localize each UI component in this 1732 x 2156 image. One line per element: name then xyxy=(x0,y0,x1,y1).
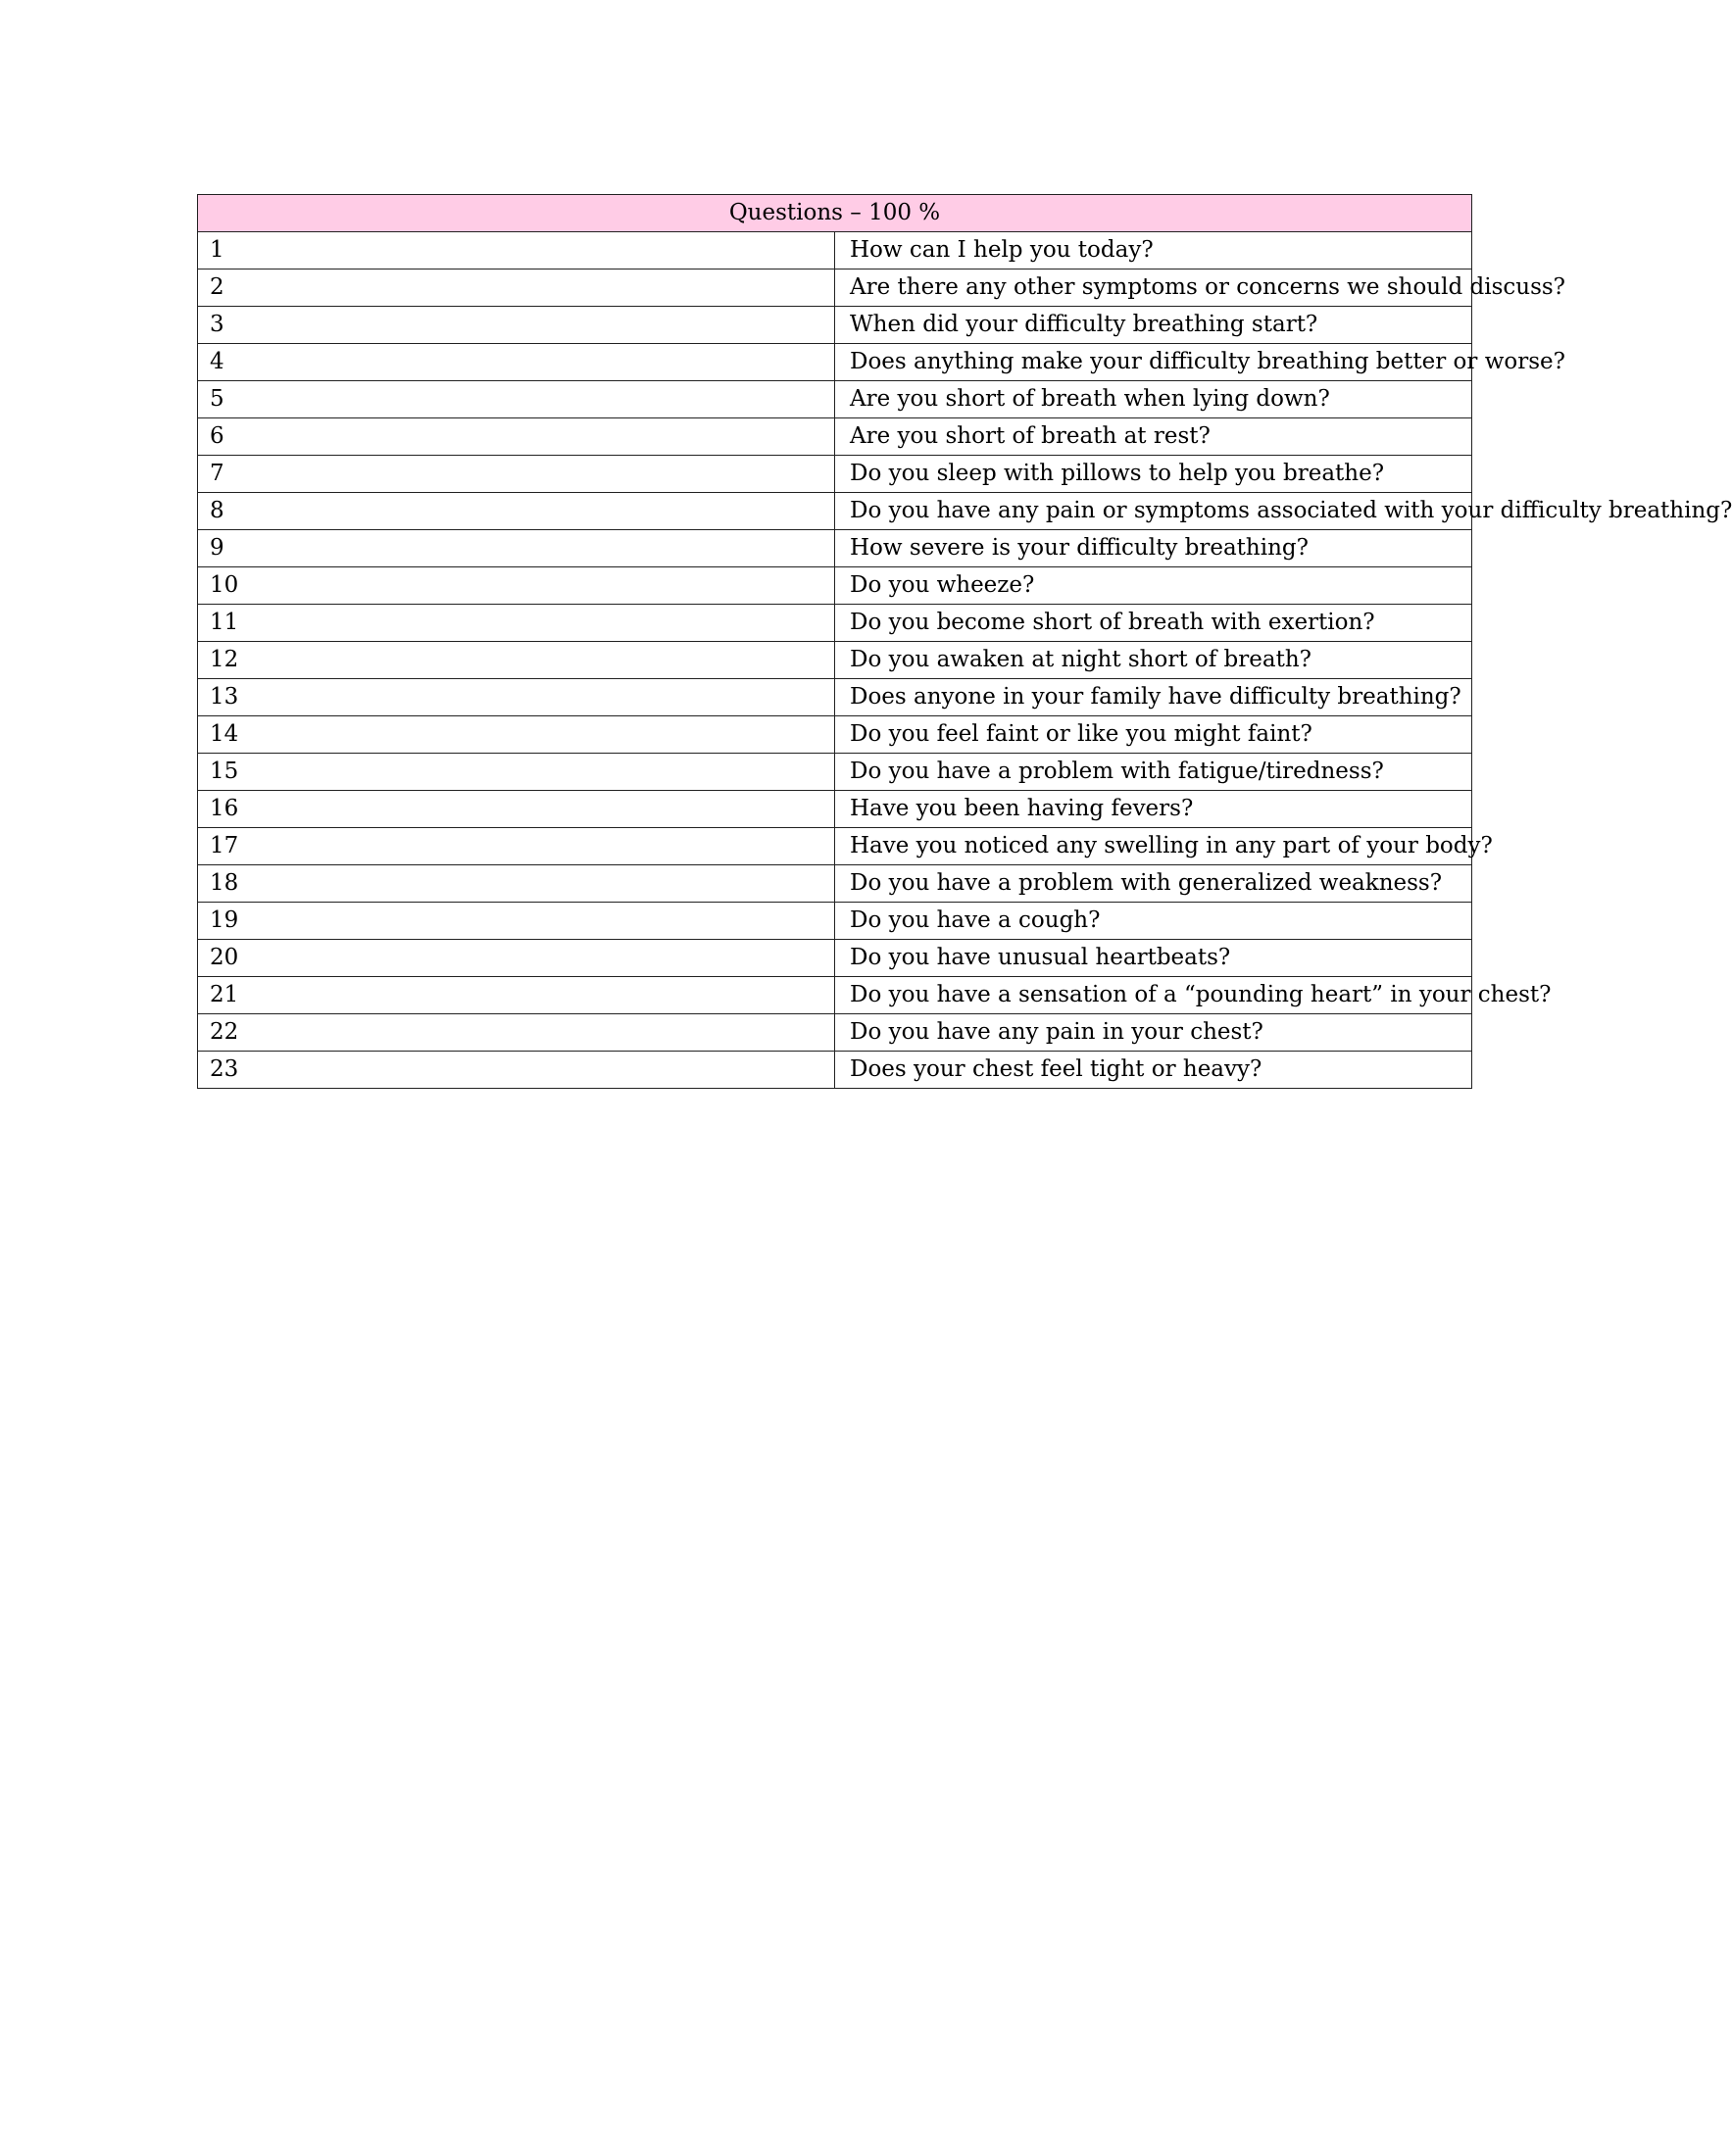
table-row xyxy=(198,344,1472,381)
table-row xyxy=(198,828,1472,865)
question-number: 3 xyxy=(198,307,835,344)
question-text: Are you short of breath when lying down? xyxy=(835,381,1472,418)
question-text: Are there any other symptoms or concerns we should discuss? xyxy=(835,270,1472,307)
question-text: Do you have a sensation of a “pounding heart” in your chest? xyxy=(835,977,1472,1014)
question-number: 20 xyxy=(198,940,835,977)
questions-table xyxy=(197,194,1732,1089)
question-text: Do you have a problem with generalized weakness? xyxy=(835,865,1472,903)
question-number: 1 xyxy=(198,232,835,270)
question-number: 7 xyxy=(198,456,835,493)
table-row xyxy=(198,307,1472,344)
table-row xyxy=(198,605,1472,642)
question-text: Does your chest feel tight or heavy? xyxy=(835,1052,1472,1089)
table-row xyxy=(198,456,1472,493)
table-row xyxy=(198,642,1472,679)
question-text: Do you have unusual heartbeats? xyxy=(835,940,1472,977)
question-number: 11 xyxy=(198,605,835,642)
table-row xyxy=(198,567,1472,605)
table-row xyxy=(198,493,1472,530)
question-number: 21 xyxy=(198,977,835,1014)
question-text: Does anyone in your family have difficulty breathing? xyxy=(835,679,1472,716)
question-number: 22 xyxy=(198,1014,835,1052)
table-row xyxy=(198,381,1472,418)
question-number: 17 xyxy=(198,828,835,865)
question-text: How severe is your difficulty breathing? xyxy=(835,530,1472,567)
question-text: Do you have any pain in your chest? xyxy=(835,1014,1472,1052)
question-number: 10 xyxy=(198,567,835,605)
question-text: Does anything make your difficulty breathing better or worse? xyxy=(835,344,1472,381)
table-row xyxy=(198,791,1472,828)
question-text: Do you have any pain or symptoms associated with your difficulty breathing? xyxy=(835,493,1472,530)
table-row xyxy=(198,418,1472,456)
question-text: Are you short of breath at rest? xyxy=(835,418,1472,456)
question-text: Have you been having fevers? xyxy=(835,791,1472,828)
table-header: Questions – 100 % xyxy=(198,195,1472,232)
question-text: Do you awaken at night short of breath? xyxy=(835,642,1472,679)
table-body xyxy=(198,232,1732,1089)
question-number: 13 xyxy=(198,679,835,716)
question-text: Do you wheeze? xyxy=(835,567,1472,605)
question-text: Do you become short of breath with exertion? xyxy=(835,605,1472,642)
table-row xyxy=(198,270,1472,307)
table-row xyxy=(198,716,1472,754)
question-text: Do you feel faint or like you might faint? xyxy=(835,716,1472,754)
table-row xyxy=(198,940,1472,977)
question-number: 15 xyxy=(198,754,835,791)
question-number: 12 xyxy=(198,642,835,679)
table-row xyxy=(198,232,1472,270)
table-row xyxy=(198,1014,1472,1052)
question-number: 14 xyxy=(198,716,835,754)
question-text: How can I help you today? xyxy=(835,232,1472,270)
table-row xyxy=(198,977,1472,1014)
table-row xyxy=(198,530,1472,567)
question-number: 8 xyxy=(198,493,835,530)
question-text: Do you have a cough? xyxy=(835,903,1472,940)
question-number: 9 xyxy=(198,530,835,567)
table-row xyxy=(198,1052,1472,1089)
question-text: Have you noticed any swelling in any part of your body? xyxy=(835,828,1472,865)
question-number: 4 xyxy=(198,344,835,381)
question-number: 2 xyxy=(198,270,835,307)
question-number: 23 xyxy=(198,1052,835,1089)
table-row xyxy=(198,679,1472,716)
question-number: 16 xyxy=(198,791,835,828)
table-header-row xyxy=(198,195,1472,232)
question-number: 19 xyxy=(198,903,835,940)
question-number: 18 xyxy=(198,865,835,903)
question-number: 6 xyxy=(198,418,835,456)
question-text: Do you have a problem with fatigue/tiredness? xyxy=(835,754,1472,791)
table-row xyxy=(198,754,1472,791)
table-row xyxy=(198,865,1472,903)
table-row xyxy=(198,903,1472,940)
question-text: Do you sleep with pillows to help you breathe? xyxy=(835,456,1472,493)
question-text: When did your difficulty breathing start? xyxy=(835,307,1472,344)
question-number: 5 xyxy=(198,381,835,418)
